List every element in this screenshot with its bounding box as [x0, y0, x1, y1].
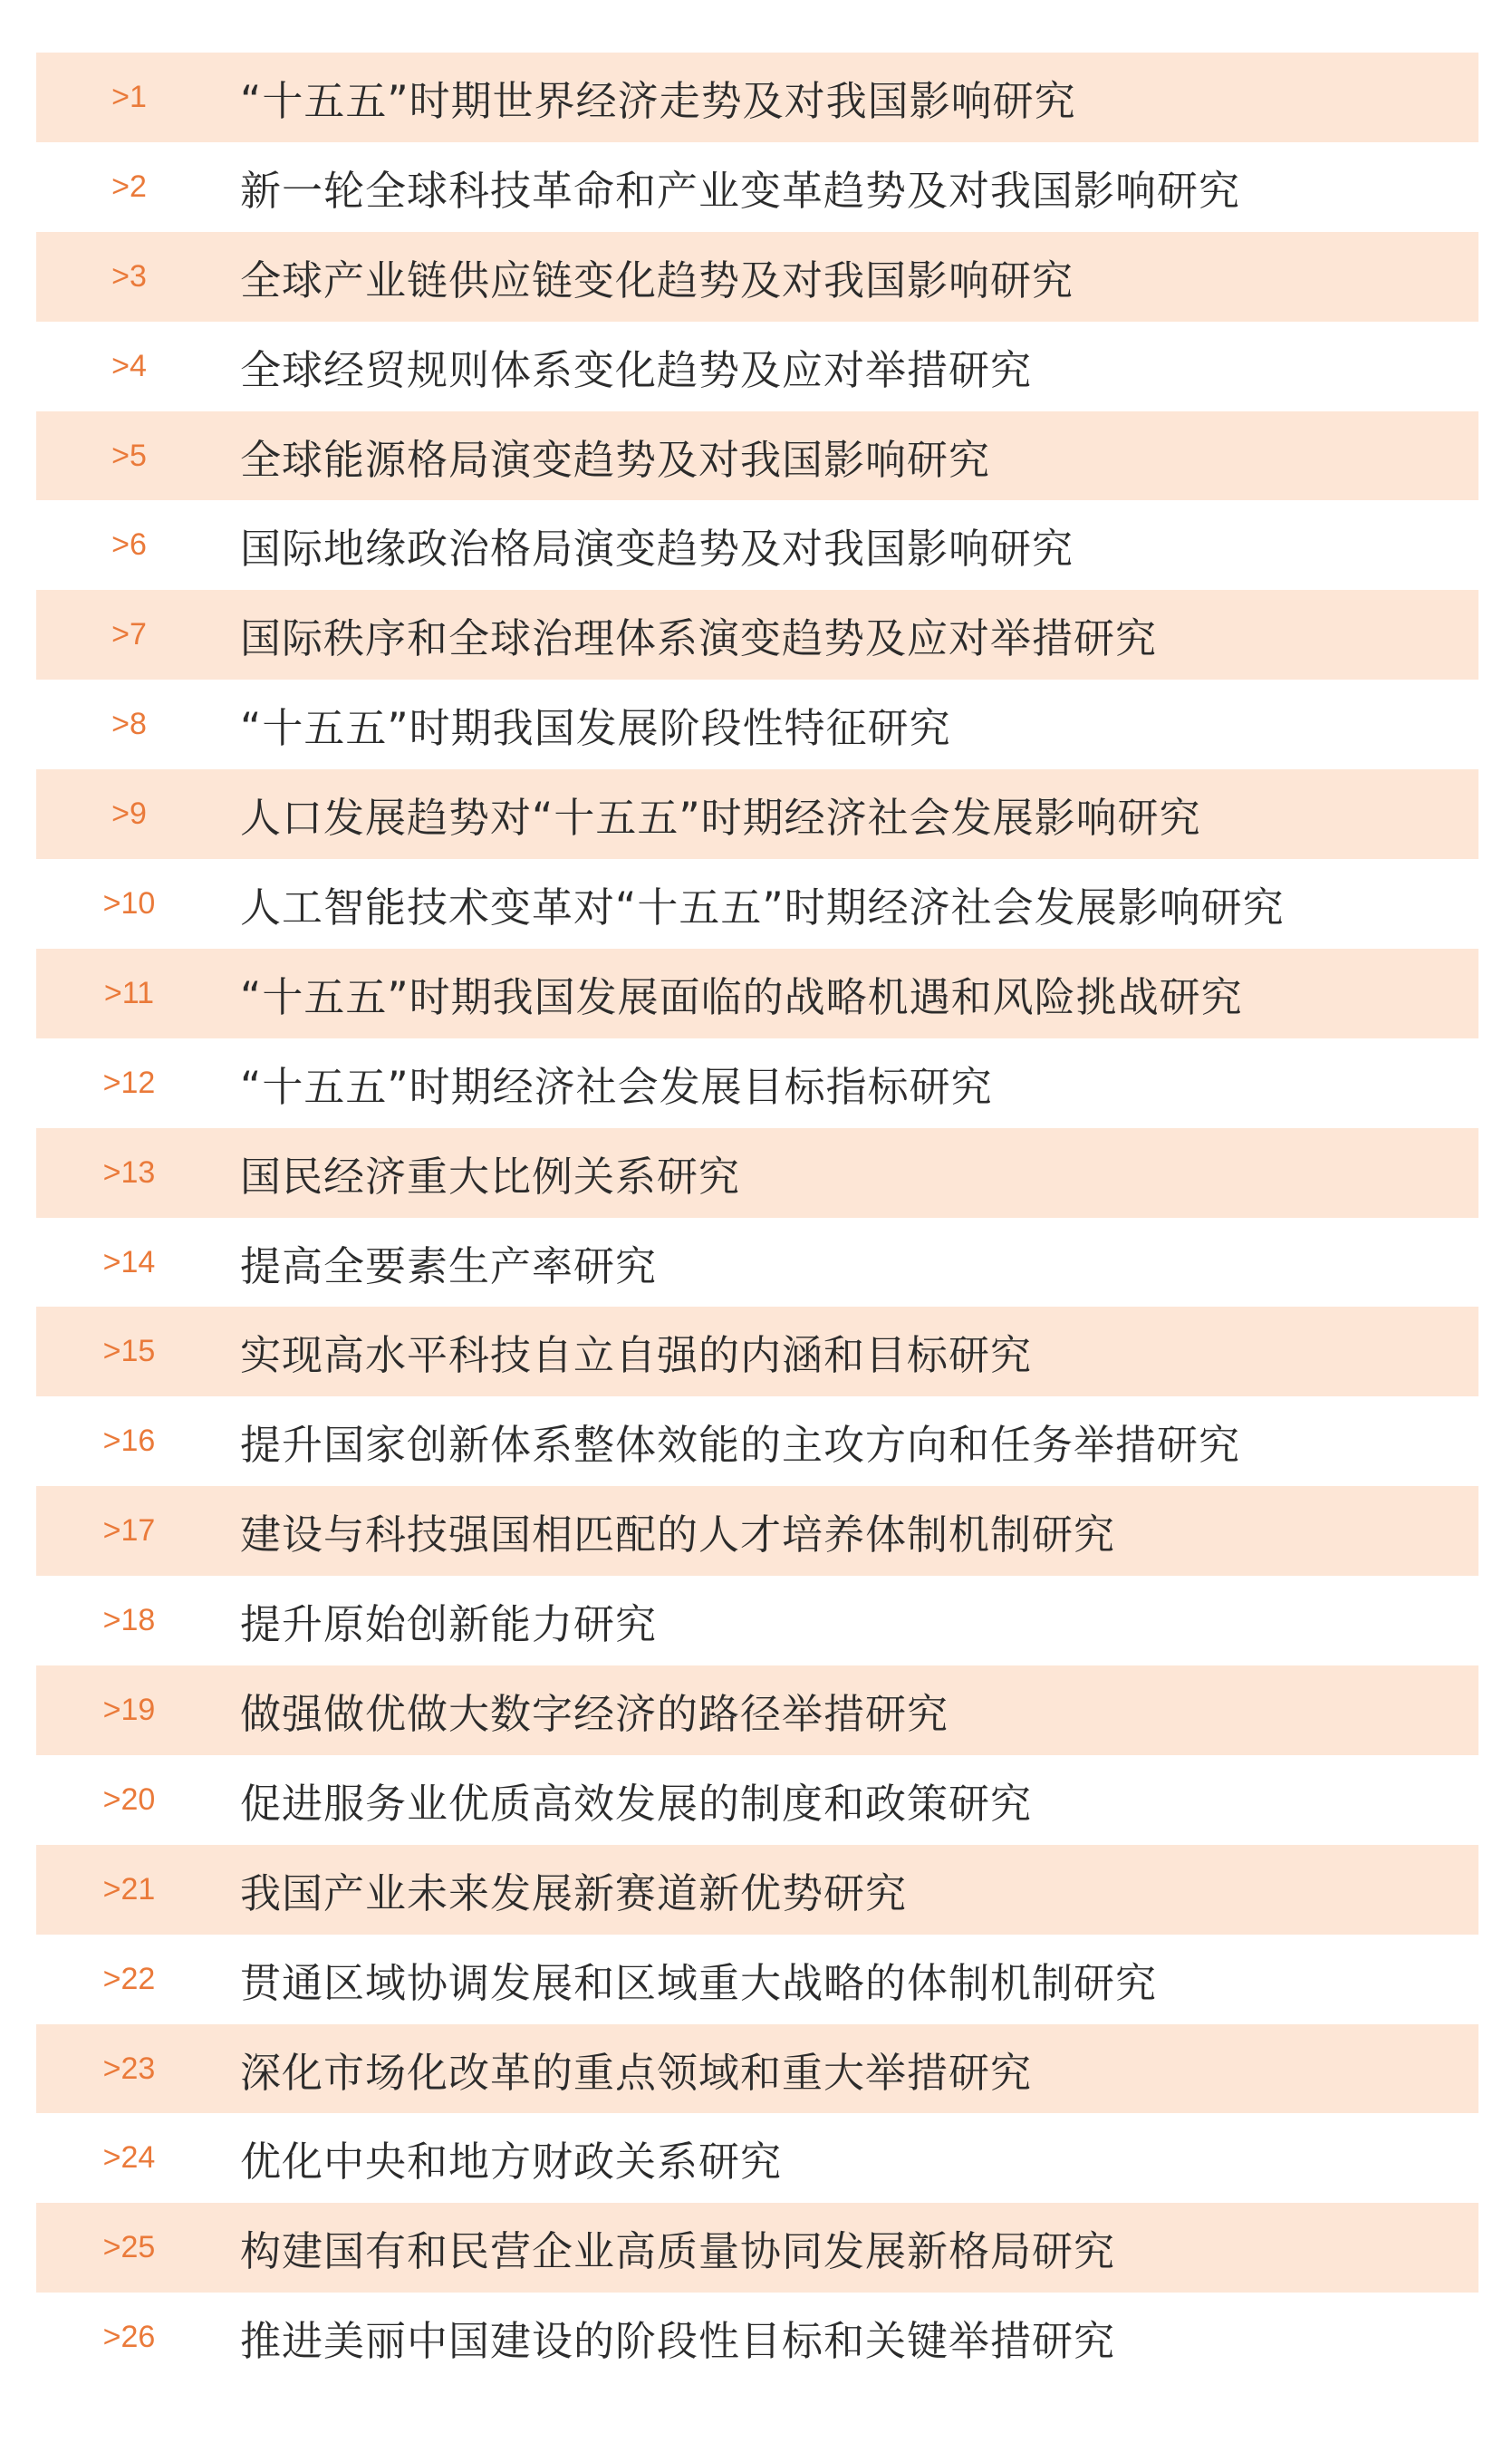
item-number: >18 [102, 1603, 156, 1638]
item-number: >6 [111, 527, 147, 563]
item-number: >17 [102, 1513, 156, 1549]
list-item [36, 500, 1478, 590]
item-number: >3 [111, 258, 147, 294]
item-number: >4 [111, 348, 147, 383]
item-title: “十五五”时期世界经济走势及对我国影响研究 [240, 76, 1076, 125]
list-item [36, 859, 1478, 949]
item-title: 提升原始创新能力研究 [240, 1600, 658, 1649]
item-title: 建设与科技强国相匹配的人才培养体制机制研究 [240, 1511, 1116, 1559]
list-item [36, 232, 1478, 322]
item-title: 深化市场化改革的重点领域和重大举措研究 [240, 2048, 1033, 2097]
item-title: “十五五”时期我国发展阶段性特征研究 [240, 704, 951, 753]
item-title: 做强做优做大数字经济的路径举措研究 [240, 1689, 949, 1738]
item-number: >26 [102, 2320, 156, 2355]
item-number: >11 [103, 975, 155, 1010]
item-number: >20 [102, 1781, 156, 1817]
item-number: >5 [111, 438, 147, 473]
item-title: 推进美丽中国建设的阶段性目标和关键举措研究 [240, 2317, 1116, 2366]
list-item [36, 1038, 1478, 1128]
item-number: >10 [102, 885, 156, 921]
list-item [36, 1218, 1478, 1308]
list-item [36, 590, 1478, 680]
item-title: 全球经贸规则体系变化趋势及应对举措研究 [240, 345, 1033, 394]
item-number: >21 [102, 1871, 156, 1907]
item-title: 国民经济重大比例关系研究 [240, 1152, 741, 1201]
item-title: 全球能源格局演变趋势及对我国影响研究 [240, 435, 991, 484]
item-number: >23 [102, 2051, 156, 2086]
item-number: >13 [102, 1154, 156, 1190]
list-item [36, 2203, 1478, 2293]
item-title: 促进服务业优质高效发展的制度和政策研究 [240, 1779, 1033, 1828]
list-item [36, 1576, 1478, 1665]
item-number: >7 [111, 617, 147, 652]
list-item [36, 142, 1478, 232]
item-number: >1 [111, 79, 147, 114]
item-title: 新一轮全球科技革命和产业变革趋势及对我国影响研究 [240, 166, 1241, 215]
list-item [36, 411, 1478, 501]
item-number: >25 [102, 2230, 156, 2265]
item-number: >24 [102, 2140, 156, 2176]
list-item [36, 1396, 1478, 1486]
list-item [36, 1845, 1478, 1935]
list-item [36, 1486, 1478, 1576]
item-title: 人口发展趋势对“十五五”时期经济社会发展影响研究 [240, 794, 1201, 843]
list-item [36, 2113, 1478, 2203]
list-item [36, 322, 1478, 411]
item-number: >2 [111, 169, 147, 204]
research-topic-list [36, 53, 1478, 2382]
item-title: 提高全要素生产率研究 [240, 1241, 658, 1290]
list-item [36, 2293, 1478, 2382]
item-number: >19 [102, 1692, 156, 1727]
list-item [36, 949, 1478, 1038]
list-item [36, 769, 1478, 859]
list-item [36, 1755, 1478, 1845]
item-number: >12 [102, 1065, 156, 1100]
item-title: 构建国有和民营企业高质量协同发展新格局研究 [240, 2227, 1116, 2276]
item-title: “十五五”时期我国发展面临的战略机遇和风险挑战研究 [240, 972, 1243, 1021]
item-title: 提升国家创新体系整体效能的主攻方向和任务举措研究 [240, 1421, 1241, 1470]
list-item [36, 1128, 1478, 1218]
item-number: >8 [111, 707, 147, 742]
list-item [36, 53, 1478, 142]
list-item [36, 680, 1478, 769]
item-number: >22 [102, 1961, 156, 1996]
item-number: >15 [102, 1334, 156, 1369]
item-title: 人工智能技术变革对“十五五”时期经济社会发展影响研究 [240, 883, 1285, 932]
list-item [36, 1665, 1478, 1755]
item-number: >14 [102, 1244, 156, 1279]
item-title: 全球产业链供应链变化趋势及对我国影响研究 [240, 256, 1074, 304]
item-title: “十五五”时期经济社会发展目标指标研究 [240, 1062, 993, 1111]
item-title: 国际秩序和全球治理体系演变趋势及应对举措研究 [240, 614, 1158, 663]
item-title: 我国产业未来发展新赛道新优势研究 [240, 1868, 908, 1917]
item-title: 贯通区域协调发展和区域重大战略的体制机制研究 [240, 1958, 1158, 2007]
list-item [36, 2024, 1478, 2114]
list-item [36, 1307, 1478, 1396]
item-title: 优化中央和地方财政关系研究 [240, 2138, 783, 2187]
item-title: 国际地缘政治格局演变趋势及对我国影响研究 [240, 525, 1074, 574]
item-number: >16 [102, 1424, 156, 1459]
item-number: >9 [111, 796, 147, 832]
item-title: 实现高水平科技自立自强的内涵和目标研究 [240, 1331, 1033, 1380]
list-item [36, 1935, 1478, 2024]
